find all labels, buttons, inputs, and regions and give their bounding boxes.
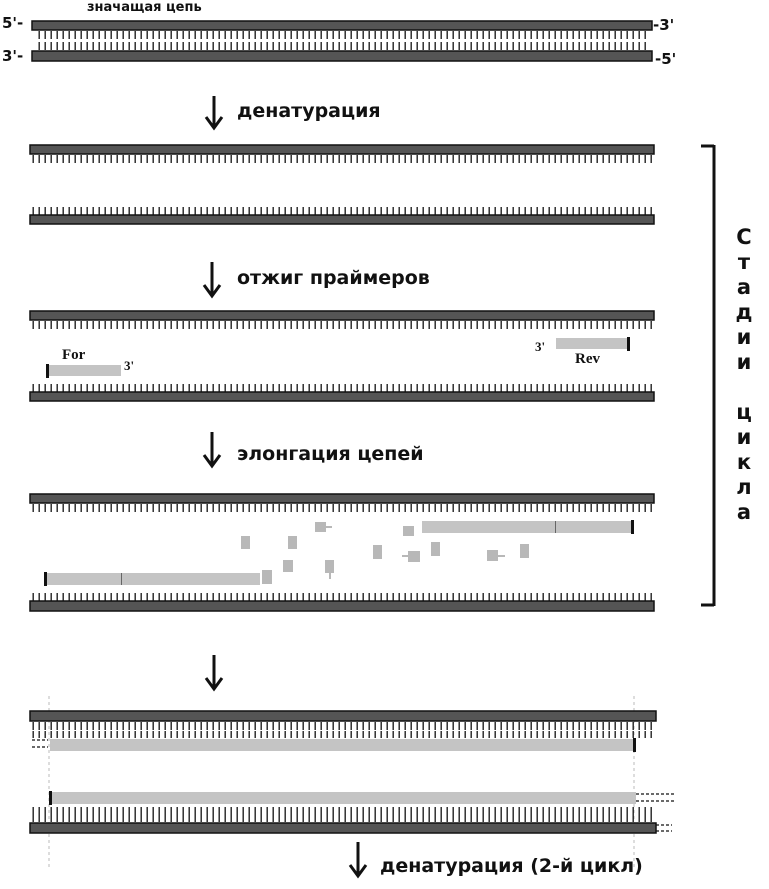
cycle-stage-letter: и — [736, 325, 752, 349]
reverse-primer — [535, 337, 630, 367]
cycle-stage-letter: а — [736, 500, 752, 524]
step-elongation — [204, 432, 424, 466]
cycle-stage-letter: д — [735, 300, 753, 324]
guide-lines — [49, 696, 634, 868]
cycle-stage-letter: к — [736, 450, 752, 474]
cycle-stage-letter: л — [736, 475, 752, 499]
cycle-stage-letter: С — [736, 225, 752, 249]
forward-primer-bar — [49, 365, 121, 376]
top-left-end-label: 5'- — [2, 14, 24, 32]
reverse-primer-end-label: 3' — [535, 339, 546, 354]
forward-primer-end-label: 3' — [124, 358, 135, 373]
bottom-left-end-label: 3'- — [2, 47, 24, 65]
down-arrow-icon — [204, 262, 220, 296]
cycle-stage-letter: а — [736, 275, 752, 299]
new-strand-forward — [44, 572, 260, 586]
down-arrow-icon — [206, 655, 222, 689]
elongation-top-strand — [30, 494, 654, 512]
sense-strand — [32, 21, 652, 30]
antisense-strand-bases — [34, 42, 650, 50]
elongation-label: элонгация цепей — [237, 443, 424, 465]
annealing-bottom-strand — [30, 384, 654, 401]
elongation-bottom-strand — [30, 593, 654, 611]
step-annealing — [204, 262, 430, 296]
initial-dsdna — [2, 0, 676, 68]
single-strand-bottom — [30, 207, 654, 224]
single-strand-top — [30, 145, 654, 163]
cycle-stage-letter: и — [736, 425, 752, 449]
cycle-stages-bracket — [701, 145, 714, 606]
bottom-right-end-label: -5' — [655, 50, 677, 68]
step-denaturation — [206, 96, 381, 128]
forward-primer-label: For — [62, 347, 86, 363]
product-duplex-1 — [30, 711, 656, 752]
step-denaturation-2 — [350, 842, 643, 877]
antisense-strand — [32, 51, 652, 61]
reverse-primer-label: Rev — [575, 351, 600, 367]
new-strand-reverse — [422, 520, 634, 534]
down-arrow-icon — [206, 96, 222, 128]
down-arrow-icon — [350, 842, 366, 876]
reverse-primer-bar — [556, 338, 628, 349]
cycle-stage-letter: ц — [736, 400, 752, 424]
denaturation-2-label: денатурация (2-й цикл) — [380, 855, 643, 877]
annealing-top-strand — [30, 311, 654, 329]
denaturation-label: денатурация — [237, 100, 381, 122]
top-right-end-label: -3' — [653, 16, 675, 34]
sense-strand-label: значащая цепь — [87, 0, 202, 15]
forward-primer — [46, 347, 134, 378]
cycle-stage-letter: т — [737, 250, 751, 274]
cycle-stage-letter: и — [736, 350, 752, 374]
annealing-label: отжиг праймеров — [237, 267, 430, 289]
sense-strand-bases — [34, 31, 650, 39]
product-duplex-2 — [30, 791, 676, 833]
cycle-stages-label — [736, 225, 753, 524]
down-arrow-icon — [204, 432, 220, 466]
